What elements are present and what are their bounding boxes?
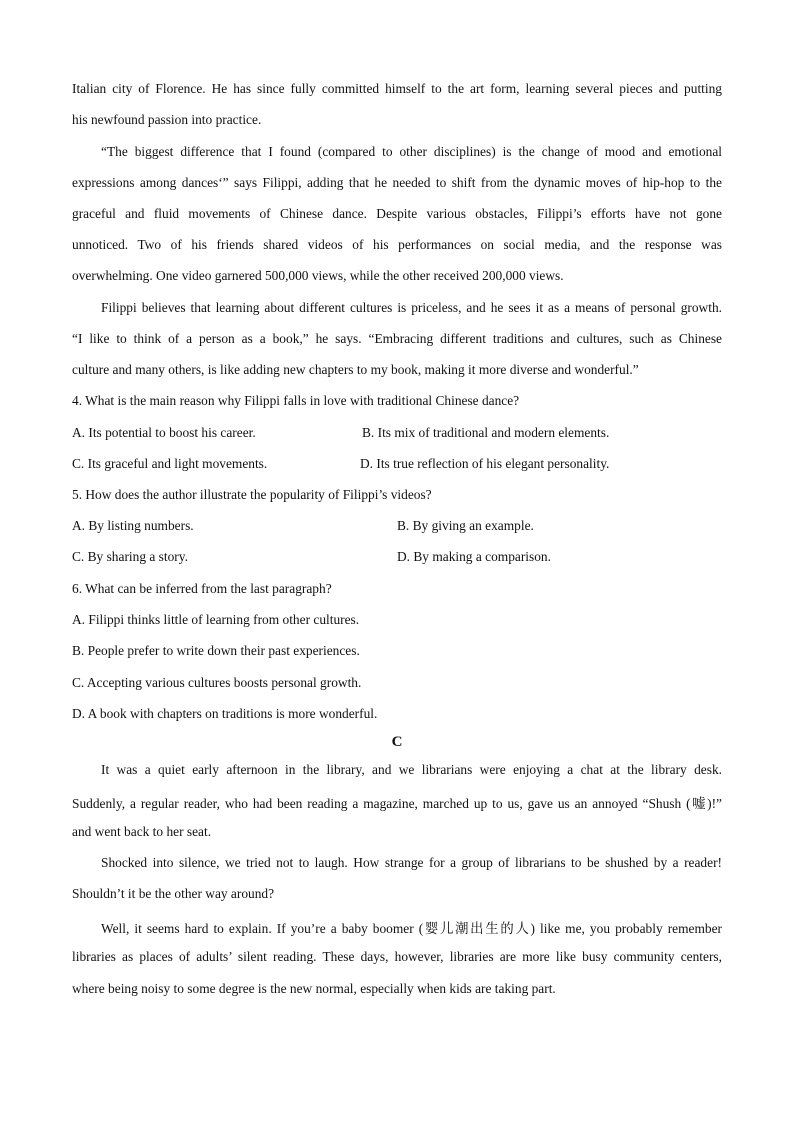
answer-option: C. By sharing a story. <box>72 549 188 564</box>
paragraph-line: “I like to think of a person as a book,” he says. “Embracing different traditions and cultures, such as Chinese <box>72 331 722 346</box>
question-stem: 6. What can be inferred from the last paragraph? <box>72 581 332 596</box>
paragraph-line: where being noisy to some degree is the new normal, especially when kids are taking part. <box>72 981 556 996</box>
paragraph-line: “The biggest difference that I found (compared to other disciplines) is the change of mood and emotional <box>101 144 722 159</box>
paragraph-line: culture and many others, is like adding new chapters to my book, making it more diverse and wonderful.” <box>72 362 639 377</box>
answer-option: A. Filippi thinks little of learning from other cultures. <box>72 612 360 627</box>
answer-option: D. A book with chapters on traditions is more wonderful. <box>72 706 378 721</box>
paragraph-line: unnoticed. Two of his friends shared videos of his performances on social media, and the response was <box>72 237 722 252</box>
paragraph-line: his newfound passion into practice. <box>72 112 262 127</box>
answer-option: D. Its true reflection of his elegant personality. <box>360 456 610 471</box>
answer-option: C. Accepting various cultures boosts personal growth. <box>72 675 362 690</box>
paragraph-line: overwhelming. One video garnered 500,000 views, while the other received 200,000 views. <box>72 268 564 283</box>
question-stem: 5. How does the author illustrate the popularity of Filippi’s videos? <box>72 487 432 502</box>
answer-option: A. Its potential to boost his career. <box>72 425 256 440</box>
question-stem: 4. What is the main reason why Filippi falls in love with traditional Chinese dance? <box>72 393 520 408</box>
paragraph-line: graceful and fluid movements of Chinese dance. Despite various obstacles, Filippi’s efforts have not gone <box>72 206 722 221</box>
paragraph-line: Shouldn’t it be the other way around? <box>72 886 275 901</box>
paragraph-line: and went back to her seat. <box>72 824 212 839</box>
answer-option: C. Its graceful and light movements. <box>72 456 268 471</box>
answer-option: B. People prefer to write down their past experiences. <box>72 643 360 658</box>
paragraph-line: Shocked into silence, we tried not to laugh. How strange for a group of librarians to be shushed by a reader! <box>101 855 722 870</box>
paragraph-line: It was a quiet early afternoon in the library, and we librarians were enjoying a chat at the library desk. <box>101 762 722 777</box>
paragraph-line: Italian city of Florence. He has since fully committed himself to the art form, learning several pieces and putting <box>72 81 722 96</box>
answer-option: D. By making a comparison. <box>397 549 551 564</box>
paragraph-line: expressions among dances‘” says Filippi, adding that he needed to shift from the dynamic moves of hip-hop to the <box>72 175 722 190</box>
paragraph-line: Filippi believes that learning about different cultures is priceless, and he sees it as a means of personal growth. <box>101 300 722 315</box>
answer-option: B. By giving an example. <box>397 518 534 533</box>
paragraph-line: Well, it seems hard to explain. If you’re a baby boomer (婴儿潮出生的人) like me, you probably remember <box>101 921 722 936</box>
paragraph-line: Suddenly, a regular reader, who had been reading a magazine, marched up to us, gave us an annoyed “Shush (嘘)!” <box>72 796 722 811</box>
section-heading: C <box>391 734 403 750</box>
answer-option: A. By listing numbers. <box>72 518 194 533</box>
answer-option: B. Its mix of traditional and modern elements. <box>362 425 610 440</box>
paragraph-line: libraries as places of adults’ silent reading. These days, however, libraries are more like busy community centers, <box>72 949 722 964</box>
